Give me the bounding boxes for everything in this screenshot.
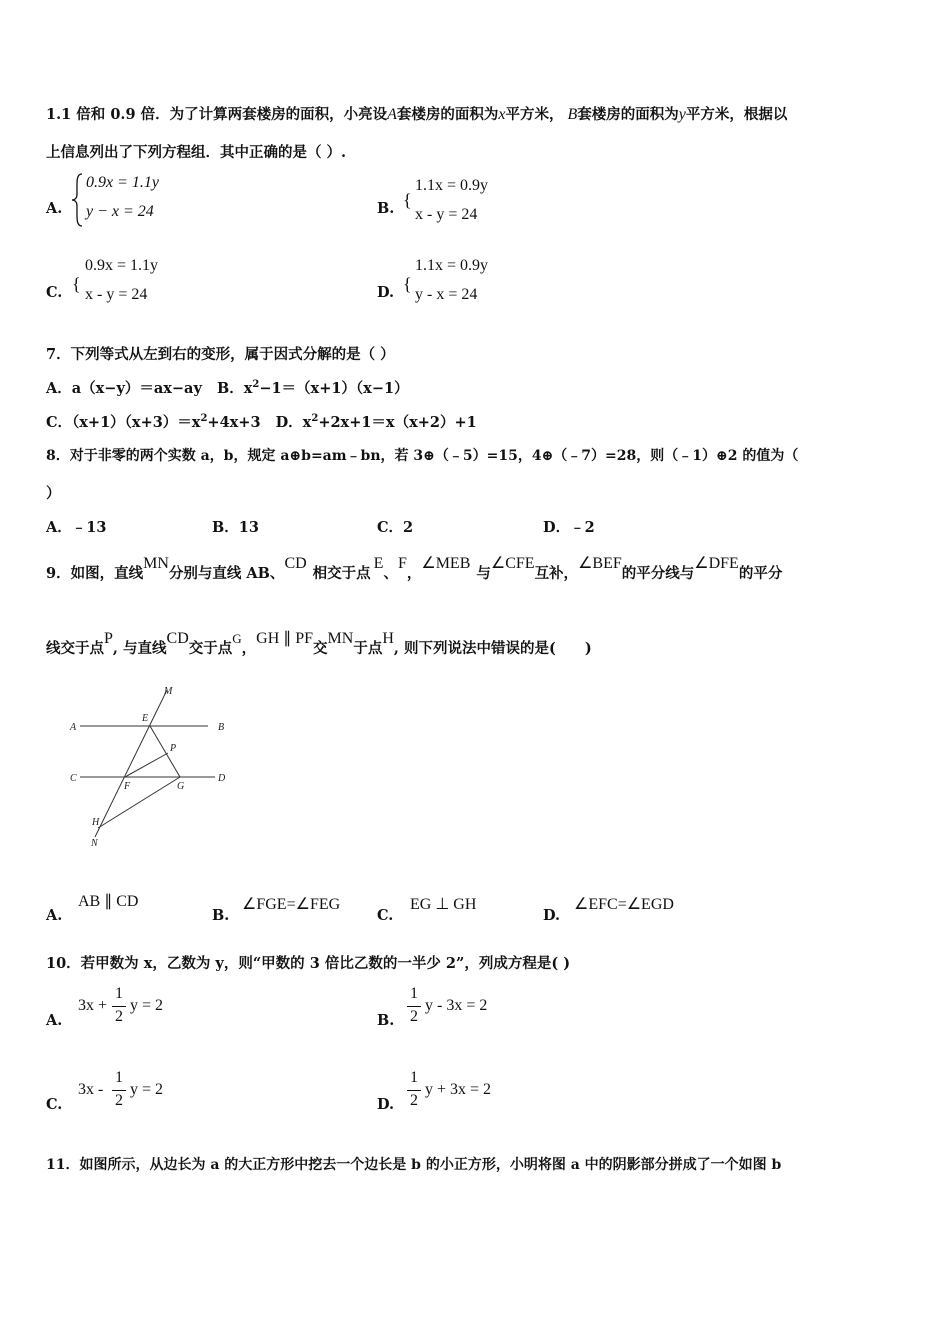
label-A: A <box>70 722 77 733</box>
q10-option-a-post: y = 2 <box>130 997 164 1014</box>
q6-option-b-brace: { <box>403 190 412 210</box>
q7-option-c-post: +4x+3 <box>207 414 261 431</box>
q9-p2: 分别与直线 AB、 <box>168 565 285 582</box>
label-D: D <box>218 773 226 784</box>
q9-H: H <box>382 630 394 647</box>
q10-option-a-num: 1 <box>115 985 123 1002</box>
q10-option-d-num: 1 <box>410 1069 418 1086</box>
q9-option-d-label: D. <box>543 907 561 924</box>
q9-G: G <box>232 631 242 646</box>
label-N: N <box>91 838 98 849</box>
q10-option-d-label: D. <box>377 1096 395 1113</box>
q7-option-d-sup: 2 <box>311 413 319 425</box>
q10-stem: 10．若甲数为 x，乙数为 y，则“甲数的 3 倍比乙数的一半少 2”，列成方程是( ) <box>46 955 571 972</box>
q8-stem-line1: 8．对于非零的两个实数 a，b，规定 a⊕b=am﹣bn，若 3⊕（﹣5）=15，4⊕（﹣7）=28，则（﹣1）⊕2 的值为（ <box>46 448 799 464</box>
q9-p10: 交于点 <box>188 640 233 657</box>
q9-angle-BEF: ∠BEF <box>578 555 622 572</box>
segment-GH <box>98 777 180 828</box>
q9-CD: CD <box>284 555 307 572</box>
q7-option-d-pre: D．x <box>275 414 312 431</box>
q9-P: P <box>104 630 113 647</box>
q9-line2 <box>46 630 592 658</box>
q7-option-d <box>276 414 477 431</box>
label-P: P <box>170 743 177 754</box>
q10-option-a-den: 2 <box>115 1008 123 1025</box>
q10-option-d-post: y + 3x = 2 <box>425 1081 492 1098</box>
q9-comma2: ， <box>406 565 422 582</box>
q10-option-d-fraction-bar <box>407 1090 421 1091</box>
q6-option-d-brace: { <box>403 274 412 294</box>
q10-option-b-label: B. <box>377 1012 395 1029</box>
var-A: A <box>387 106 397 123</box>
q7-option-b-sup: 2 <box>252 379 260 391</box>
q9-option-c-text: EG ⊥ GH <box>410 896 477 913</box>
q9-option-b-text: ∠FGE=∠FEG <box>242 896 341 913</box>
label-G: G <box>177 781 185 792</box>
q10-option-c-pre: 3x - <box>78 1081 104 1098</box>
q8-option-a: A．﹣13 <box>46 519 107 536</box>
q9-option-d-text: ∠EFC=∠EGD <box>574 896 674 913</box>
q9-geometry-figure <box>60 685 260 855</box>
q7-option-d-post: +2x+1＝x（x+2）+1 <box>318 414 477 431</box>
q10-option-a-fraction-bar <box>112 1006 126 1007</box>
q9-p1: 9．如图，直线 <box>46 565 144 582</box>
q6-option-a-brace <box>70 172 84 233</box>
q9-p5: 互补， <box>534 565 579 582</box>
q6-line1-mid1: 套楼房的面积为 <box>396 106 499 123</box>
line-MN <box>95 690 167 837</box>
q6-option-b-eq2: x - y = 24 <box>415 206 478 223</box>
q7-option-c <box>46 414 261 431</box>
q9-p7: 的平分 <box>738 565 783 582</box>
q9-p3: 相交于点 <box>312 565 371 582</box>
q9-angle-DFE: ∠DFE <box>694 555 739 572</box>
q9-MN2: MN <box>327 630 354 647</box>
q6-option-d-eq2: y - x = 24 <box>415 286 478 303</box>
q9-GH-parallel-PF: GH ∥ PF <box>256 630 314 647</box>
q6-option-a-label: A. <box>46 200 63 217</box>
q7-row2 <box>46 411 477 432</box>
label-H: H <box>92 817 100 828</box>
q7-option-c-sup: 2 <box>200 413 208 425</box>
q9-F: F <box>397 555 407 572</box>
q6-option-b-eq1: 1.1x = 0.9y <box>415 177 489 194</box>
var-y: y <box>678 106 686 123</box>
q11-stem: 11．如图所示，从边长为 a 的大正方形中挖去一个边长是 b 的小正方形，小明将图 a 中的阴影部分拼成了一个如图 b <box>46 1157 782 1173</box>
var-B: B <box>567 106 578 123</box>
q10-option-c-fraction-bar <box>112 1090 126 1091</box>
q9-p13: 于点 <box>353 640 383 657</box>
q8-option-c: C．2 <box>377 519 414 536</box>
q10-option-a-pre: 3x + <box>78 997 108 1014</box>
q9-p12: 交 <box>313 640 328 657</box>
q10-option-d-den: 2 <box>410 1092 418 1109</box>
q6-option-a-eq1: 0.9x = 1.1y <box>86 174 159 191</box>
q9-comma1: 、 <box>383 565 398 582</box>
label-E: E <box>142 713 149 724</box>
segment-FP <box>125 753 168 777</box>
q9-option-a-text: AB ∥ CD <box>78 893 139 910</box>
q9-option-b-label: B. <box>212 907 230 924</box>
q8-stem-line2: ） <box>46 485 61 502</box>
q7-option-a: A．a（x−y）＝ax−ay <box>46 380 202 397</box>
q8-option-d: D．﹣2 <box>543 519 595 536</box>
q9-line1 <box>46 555 783 583</box>
q9-p8: 线交于点 <box>46 640 104 657</box>
q6-line1-start: 1.1 倍和 0.9 倍．为了计算两套楼房的面积，小亮设 <box>46 106 388 123</box>
q6-option-d-label: D. <box>377 284 395 301</box>
label-F: F <box>124 781 131 792</box>
q10-option-c-label: C. <box>46 1096 63 1113</box>
q9-p4: 与 <box>476 565 491 582</box>
var-x: x <box>498 106 506 123</box>
q10-option-b-post: y - 3x = 2 <box>425 997 488 1014</box>
q10-option-c-num: 1 <box>115 1069 123 1086</box>
q7-row1 <box>46 377 409 398</box>
q7-option-b-pre: B．x <box>216 380 253 397</box>
q6-option-c-eq2: x - y = 24 <box>85 286 148 303</box>
q9-CD2: CD <box>166 630 189 647</box>
q7-option-b-post: −1＝（x+1）（x−1） <box>259 380 409 397</box>
q6-line2: 上信息列出了下列方程组．其中正确的是（ ）. <box>46 144 347 161</box>
q6-line1-mid2: 平方米， <box>505 106 564 123</box>
q10-option-b-den: 2 <box>410 1008 418 1025</box>
label-M: M <box>164 686 173 697</box>
q7-stem: 7．下列等式从左到右的变形，属于因式分解的是（ ） <box>46 346 395 363</box>
q10-option-b-fraction-bar <box>407 1006 421 1007</box>
q9-MN: MN <box>143 555 169 572</box>
q6-option-b-label: B. <box>377 200 395 217</box>
label-B: B <box>218 722 225 733</box>
q6-option-c-eq1: 0.9x = 1.1y <box>85 257 159 274</box>
q6-line1-end: 平方米，根据以 <box>685 106 788 123</box>
q7-option-c-pre: C．（x+1）（x+3）＝x <box>46 414 201 431</box>
label-C: C <box>70 773 77 784</box>
q8-option-b: B．13 <box>212 519 259 536</box>
q10-option-c-post: y = 2 <box>130 1081 164 1098</box>
q6-option-c-brace: { <box>72 274 81 294</box>
q9-p9: , 与直线 <box>112 640 167 657</box>
q6-option-a-eq2: y − x = 24 <box>86 203 154 220</box>
q6-option-c-label: C. <box>46 284 63 301</box>
q6-line1 <box>46 103 787 124</box>
q6-line1-mid3: 套楼房的面积为 <box>577 106 679 123</box>
q9-p6: 的平分线与 <box>621 565 695 582</box>
q9-p14: , 则下列说法中错误的是( ) <box>393 640 592 657</box>
q9-p11: ， <box>241 640 257 657</box>
q9-option-c-label: C. <box>377 907 394 924</box>
q10-option-a-label: A. <box>46 1012 63 1029</box>
q9-option-a-label: A. <box>46 907 63 924</box>
q7-option-b <box>217 380 409 397</box>
q9-angle-CFE: ∠CFE <box>490 555 535 572</box>
q10-option-b-num: 1 <box>410 985 418 1002</box>
q10-option-c-den: 2 <box>115 1092 123 1109</box>
q9-angle-MEB: ∠MEB <box>421 555 471 572</box>
q6-option-d-eq1: 1.1x = 0.9y <box>415 257 489 274</box>
q9-E: E <box>373 555 384 572</box>
